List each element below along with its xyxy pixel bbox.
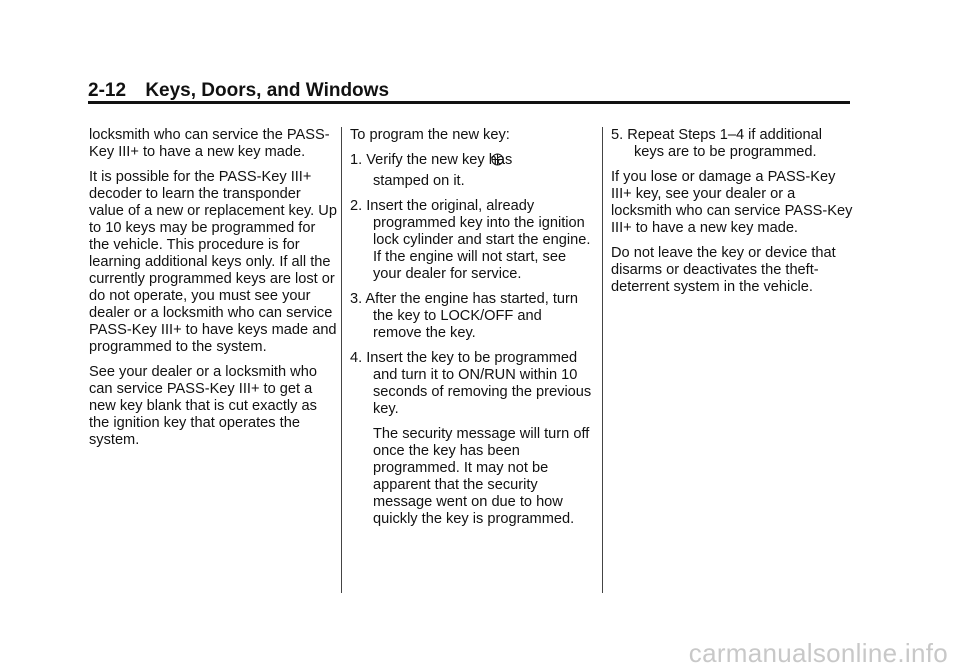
- step-2: 2. Insert the original, already programmed key into the ignition lock cylinder and start the engine. If the engine will not start, see your dealer for service.: [350, 198, 591, 282]
- page-header: [88, 80, 389, 102]
- column-3: [611, 127, 855, 304]
- step-3: 3. After the engine has started, turn the key to LOCK/OFF and remove the key.: [350, 291, 578, 341]
- step-1: [350, 152, 594, 171]
- step-4-note: The security message will turn off once the key has been programmed. It may not be apparent that the security message went on due to how quickly the key is programmed.: [373, 426, 590, 527]
- chapter-title: Keys, Doors, and Windows: [145, 80, 390, 101]
- procedure-intro: To program the new key:: [350, 127, 510, 143]
- watermark: carmanualsonline.info: [688, 638, 948, 668]
- section-number: 2-12: [88, 80, 127, 101]
- column-1: [89, 127, 339, 457]
- column-divider-1: [341, 127, 342, 593]
- step-5: 5. Repeat Steps 1–4 if additional keys are to be programmed.: [611, 127, 822, 160]
- paragraph-key-blank: See your dealer or a locksmith who can service PASS-Key III+ to get a new key blank that is cut exactly as the ignition key that operates the system.: [89, 364, 317, 448]
- paragraph-lost-key: If you lose or damage a PASS-Key III+ key, see your dealer or a locksmith who can service PASS-Key III+ to have a new key made.: [611, 169, 853, 236]
- paragraph-decoder-info: It is possible for the PASS-Key III+ decoder to learn the transponder value of a new or replacement key. Up to 10 keys may be programmed for the vehicle. This procedure is for learning additional keys only. If all the currently programmed keys are lost or do not operate, you must see your dealer or a locksmith who can service PASS-Key III+ to have keys made and programmed to the system.: [89, 169, 337, 355]
- step-4: 4. Insert the key to be programmed and turn it to ON/RUN within 10 seconds of removing the previous key.: [350, 350, 592, 417]
- step-1-continued: stamped on it.: [373, 173, 465, 189]
- paragraph-theft-deterrent: Do not leave the key or device that disarms or deactivates the theft-deterrent system in the vehicle.: [611, 245, 836, 295]
- header-rule: [88, 101, 850, 104]
- column-divider-2: [602, 127, 603, 593]
- step-1-text: 1. Verify the new key has: [350, 152, 513, 168]
- column-2: [350, 127, 594, 536]
- paragraph-continued: locksmith who can service the PASS-Key III+ to have a new key made.: [89, 127, 330, 160]
